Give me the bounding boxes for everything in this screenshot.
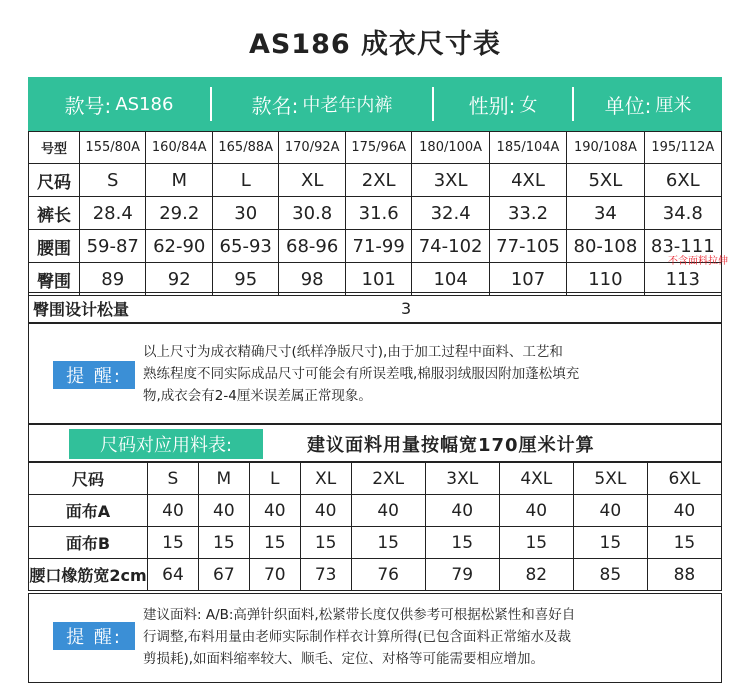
table-cell: 15 (573, 527, 647, 559)
table-cell: 77-105 (489, 230, 566, 263)
table-cell: 89 (80, 263, 146, 296)
table-cell: 73 (300, 559, 351, 591)
table-row (29, 164, 722, 197)
table-cell: 5XL (573, 463, 647, 495)
table-row (29, 463, 722, 495)
table-cell: 92 (146, 263, 212, 296)
table-cell: 40 (351, 495, 425, 527)
table-cell: 101 (345, 263, 411, 296)
table-cell: 40 (300, 495, 351, 527)
ease-label: 臀围设计松量 (33, 299, 130, 319)
row-header: 面布B (29, 527, 148, 559)
table-cell: 107 (489, 263, 566, 296)
gender (434, 77, 572, 131)
table-cell: 15 (198, 527, 249, 559)
reminder-line: 行调整,布料用量由老师实际制作样衣计算所得(已包含面料正常缩水及裁 (143, 629, 572, 645)
table-cell: 113 (644, 263, 721, 296)
table-cell: 15 (425, 527, 499, 559)
fabric-table (28, 462, 722, 591)
table-row (29, 197, 722, 230)
table-cell: 29.2 (146, 197, 212, 230)
table-cell: 70 (249, 559, 300, 591)
table-cell: 31.6 (345, 197, 411, 230)
table-cell: 28.4 (80, 197, 146, 230)
reminder-box (28, 593, 722, 683)
fabric-tag: 尺码对应用料表: (69, 429, 263, 459)
style-name (212, 77, 432, 131)
model-cell: 155/80A (80, 132, 146, 164)
table-cell: XL (300, 463, 351, 495)
table-cell: 40 (573, 495, 647, 527)
table-cell: 67 (198, 559, 249, 591)
table-cell: 83-111 (644, 230, 721, 263)
table-cell: 80-108 (567, 230, 644, 263)
table-cell: M (198, 463, 249, 495)
row-header: 尺码 (29, 164, 80, 197)
row-header: 号型 (29, 132, 80, 164)
model-cell: 160/84A (146, 132, 212, 164)
ease-row (28, 292, 722, 324)
table-row (29, 559, 722, 591)
row-header: 腰围 (29, 230, 80, 263)
table-row (29, 263, 722, 296)
size-table (28, 131, 722, 296)
table-cell: S (80, 164, 146, 197)
table-cell: 104 (412, 263, 489, 296)
table-cell: 98 (279, 263, 345, 296)
table-cell: 40 (499, 495, 573, 527)
reminder-line: 熟练程度不同实际成品尺寸可能会有所误差哦,棉服羽绒服因附加蓬松填充 (143, 366, 580, 382)
model-cell: 195/112A (644, 132, 721, 164)
style-no-label: 款号: (64, 93, 112, 118)
reminder-line: 物,成衣会有2-4厘米误差属正常现象。 (143, 388, 372, 404)
table-cell: 3XL (412, 164, 489, 197)
reminder-line: 以上尺寸为成衣精确尺寸(纸样净版尺寸),由于加工过程中面料、工艺和 (143, 344, 563, 360)
model-cell: 180/100A (412, 132, 489, 164)
table-cell: 74-102 (412, 230, 489, 263)
table-cell: 15 (647, 527, 721, 559)
table-cell: 2XL (345, 164, 411, 197)
row-header: 裤长 (29, 197, 80, 230)
table-cell: XL (279, 164, 345, 197)
table-cell: 15 (249, 527, 300, 559)
table-cell: 32.4 (412, 197, 489, 230)
table-cell: 40 (148, 495, 199, 527)
table-cell: 40 (249, 495, 300, 527)
style-name-value: 中老年内裤 (302, 95, 393, 116)
stretch-note: 不含面料拉伸 (668, 256, 728, 267)
table-row (29, 527, 722, 559)
table-cell: 30.8 (279, 197, 345, 230)
row-header: 尺码 (29, 463, 148, 495)
table-cell: 2XL (351, 463, 425, 495)
style-no-value: AS186 (115, 93, 174, 115)
table-cell: 68-96 (279, 230, 345, 263)
reminder-tag: 提 醒: (53, 622, 135, 650)
table-cell: 76 (351, 559, 425, 591)
table-cell: 40 (647, 495, 721, 527)
table-cell: 82 (499, 559, 573, 591)
table-cell: 40 (198, 495, 249, 527)
fabric-description: 建议面料用量按幅宽170厘米计算 (307, 435, 595, 456)
ease-value: 3 (401, 298, 412, 318)
table-cell: 15 (499, 527, 573, 559)
unit-label: 单位: (604, 93, 652, 118)
table-cell: 79 (425, 559, 499, 591)
model-cell: 165/88A (212, 132, 278, 164)
table-cell: 34 (567, 197, 644, 230)
table-cell: S (148, 463, 199, 495)
fabric-header (28, 424, 722, 462)
table-cell: L (249, 463, 300, 495)
table-cell: 62-90 (146, 230, 212, 263)
gender-value: 女 (519, 95, 538, 116)
reminder-text (143, 604, 575, 670)
table-row (29, 132, 722, 164)
table-cell: M (146, 164, 212, 197)
table-cell: 95 (212, 263, 278, 296)
spec-banner (28, 77, 722, 131)
table-cell: 6XL (647, 463, 721, 495)
unit (574, 77, 722, 131)
row-header: 腰口橡筋宽2cm (29, 559, 148, 591)
model-cell: 170/92A (279, 132, 345, 164)
model-cell: 190/108A (567, 132, 644, 164)
table-cell: 6XL (644, 164, 721, 197)
table-cell: 15 (148, 527, 199, 559)
gender-label: 性别: (468, 93, 516, 118)
row-header: 面布A (29, 495, 148, 527)
table-cell: 33.2 (489, 197, 566, 230)
table-cell: 30 (212, 197, 278, 230)
table-cell: 64 (148, 559, 199, 591)
table-row (29, 495, 722, 527)
table-cell: 110 (567, 263, 644, 296)
unit-value: 厘米 (655, 95, 692, 116)
table-cell: 15 (300, 527, 351, 559)
model-cell: 175/96A (345, 132, 411, 164)
style-name-label: 款名: (251, 93, 299, 118)
style-no (28, 77, 210, 131)
table-cell: 4XL (499, 463, 573, 495)
page-title: AS186 成衣尺寸表 (248, 29, 502, 60)
table-row (29, 230, 722, 263)
row-header: 臀围 (29, 263, 80, 296)
table-cell: L (212, 164, 278, 197)
model-cell: 185/104A (489, 132, 566, 164)
table-cell: 65-93 (212, 230, 278, 263)
table-cell: 71-99 (345, 230, 411, 263)
reminder-box (28, 322, 722, 424)
reminder-line: 剪损耗),如面料缩率较大、顺毛、定位、对格等可能需要相应增加。 (143, 651, 545, 667)
table-cell: 88 (647, 559, 721, 591)
table-cell: 3XL (425, 463, 499, 495)
reminder-tag: 提 醒: (53, 361, 135, 389)
reminder-line: 建议面料: A/B:高弹针织面料,松紧带长度仅供参考可根据松紧性和喜好自 (143, 607, 576, 623)
table-cell: 5XL (567, 164, 644, 197)
table-cell: 34.8 (644, 197, 721, 230)
table-cell: 85 (573, 559, 647, 591)
reminder-text (143, 341, 579, 407)
table-cell: 4XL (489, 164, 566, 197)
table-cell: 59-87 (80, 230, 146, 263)
table-cell: 15 (351, 527, 425, 559)
table-cell: 40 (425, 495, 499, 527)
